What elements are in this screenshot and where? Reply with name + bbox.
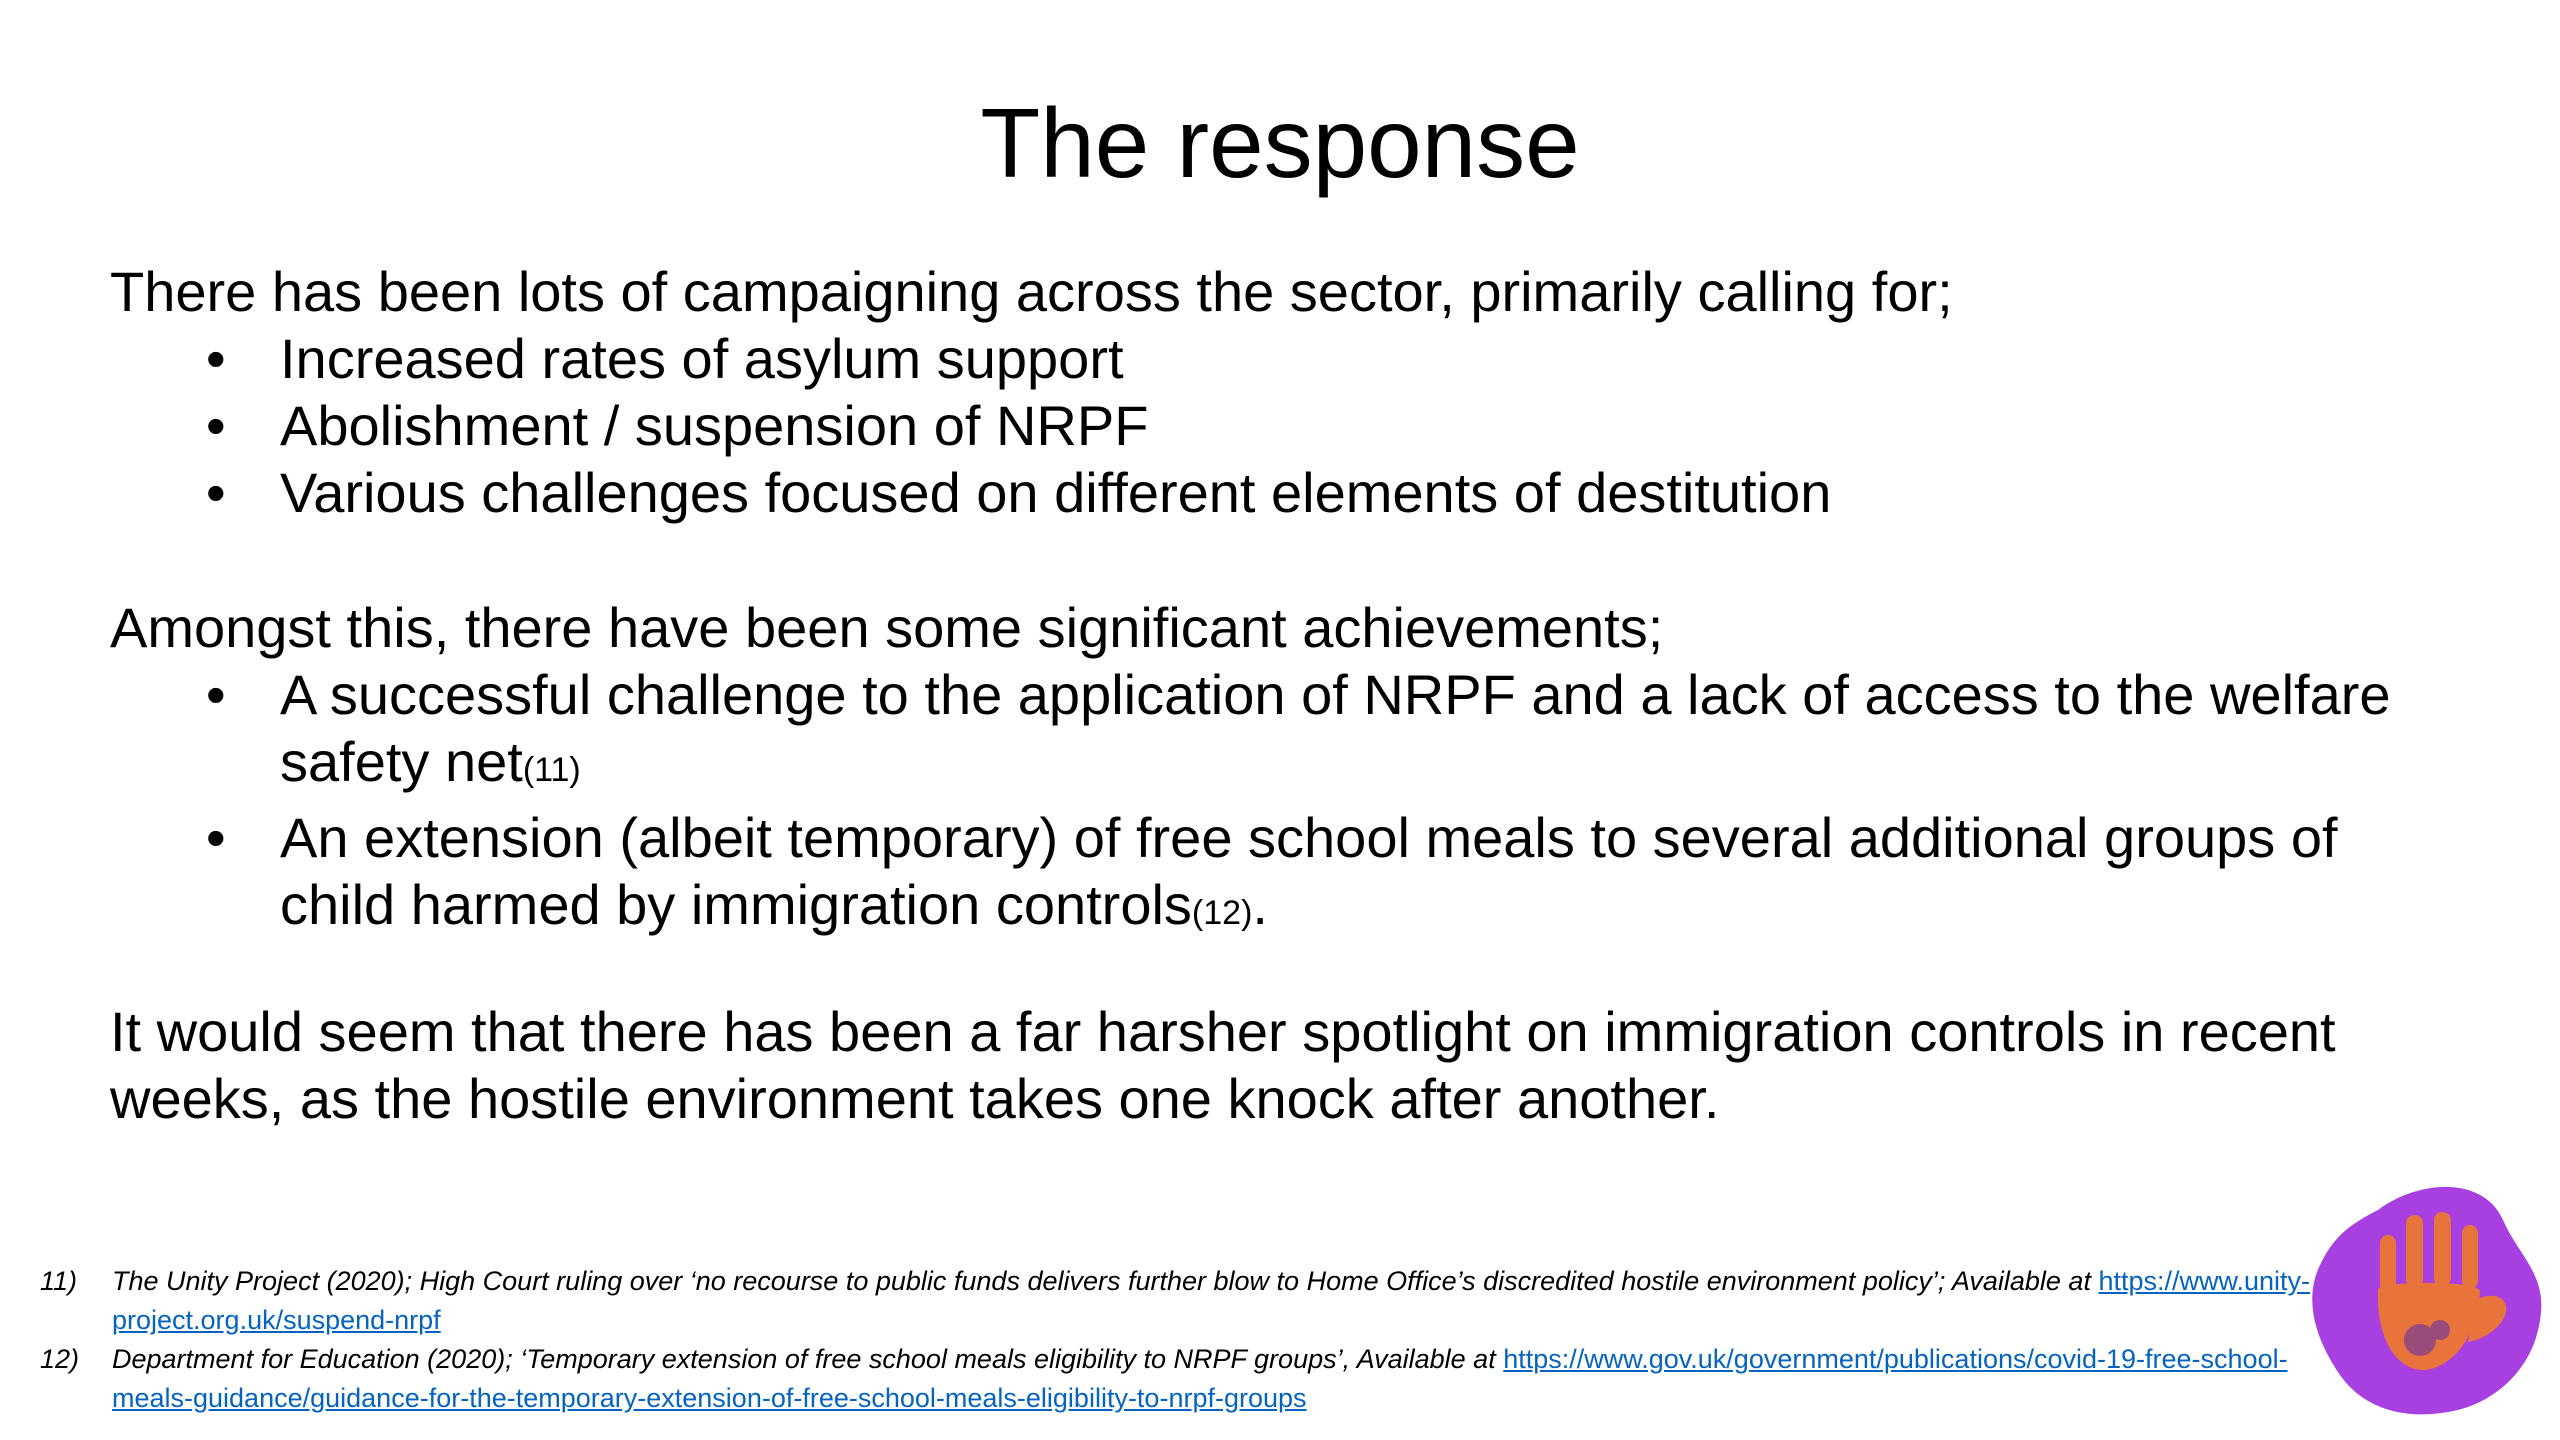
bullet-text: Various challenges focused on different elements of destitution <box>280 461 1832 524</box>
bullet-tail: . <box>1252 873 1268 936</box>
bullet-text: A successful challenge to the application of NRPF and a lack of access to the welfare safety net <box>280 663 2391 793</box>
achievements-bullet-list <box>206 661 2406 947</box>
reference-marker: (11) <box>522 751 581 789</box>
reference-item <box>40 1340 2330 1418</box>
reference-text: Department for Education (2020); ‘Temporary extension of free school meals eligibility to NRPF groups’, Available at <box>112 1344 1504 1374</box>
reference-link[interactable]: https://www.unity-project.org.uk/suspend-nrpf <box>112 1266 2311 1335</box>
reference-number: 11) <box>40 1266 78 1296</box>
bullet-text: An extension (albeit temporary) of free school meals to several additional groups of child harmed by immigration controls <box>280 806 2338 936</box>
bullet-icon: • <box>206 394 226 457</box>
reference-item <box>40 1262 2330 1340</box>
bullet-icon: • <box>206 461 226 524</box>
bullet-text: Abolishment / suspension of NRPF <box>280 394 1149 457</box>
campaign-intro: There has been lots of campaigning across the sector, primarily calling for; <box>110 260 1953 323</box>
list-item <box>206 459 2406 526</box>
campaign-bullet-list <box>206 325 2406 526</box>
handprint-logo-icon <box>2308 1180 2544 1420</box>
list-item <box>206 325 2406 392</box>
bullet-text: Increased rates of asylum support <box>280 327 1124 390</box>
bullet-icon: • <box>206 327 226 390</box>
references <box>40 1262 2330 1418</box>
reference-text: The Unity Project (2020); High Court ruling over ‘no recourse to public funds delivers further blow to Home Office’s discredited hostile environment policy’; Available at <box>112 1266 2099 1296</box>
conclusion-text: It would seem that there has been a far harsher spotlight on immigration controls in recent weeks, as the hostile environment takes one knock after another. <box>110 1000 2336 1130</box>
bullet-icon: • <box>206 663 226 726</box>
reference-number: 12) <box>40 1344 80 1374</box>
reference-link[interactable]: https://www.gov.uk/government/publications/covid-19-free-school-meals-guidance/guidance-for-the-temporary-extension-of-free-school-meals-eligibility-to-nrpf-groups <box>112 1344 2288 1413</box>
list-item <box>206 392 2406 459</box>
reference-marker: (12) <box>1191 894 1253 932</box>
slide-title: The response <box>980 88 1580 198</box>
list-item <box>206 804 2406 947</box>
list-item <box>206 661 2406 804</box>
bullet-icon: • <box>206 806 226 869</box>
achievements-intro: Amongst this, there have been some significant achievements; <box>110 596 1664 659</box>
